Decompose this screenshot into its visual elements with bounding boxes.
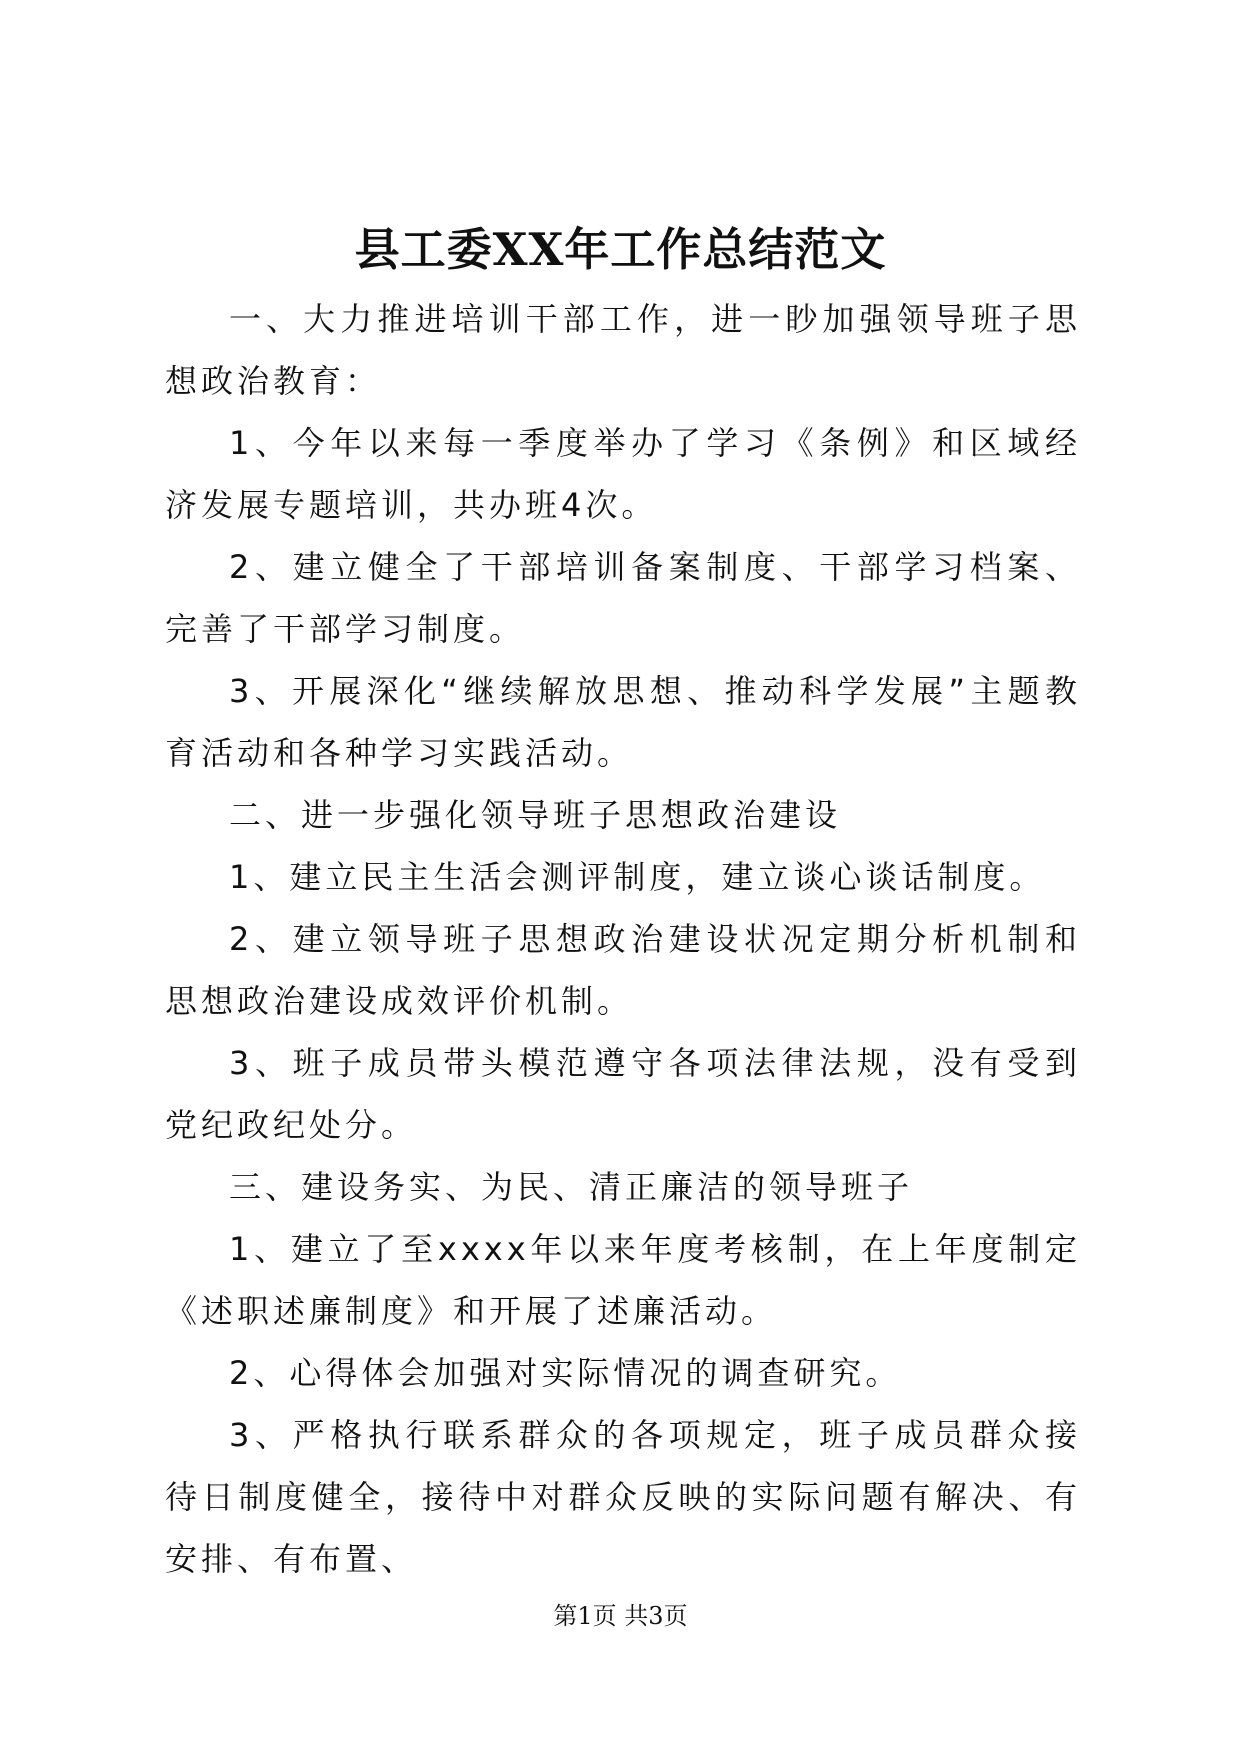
paragraph: 3、开展深化“继续解放思想、推动科学发展”主题教育活动和各种学习实践活动。 (165, 672, 1081, 772)
document-title: 县工委XX年工作总结范文 (354, 223, 887, 276)
paragraph: 3、严格执行联系群众的各项规定，班子成员群众接待日制度健全，接待中对群众反映的实际问题有解决、有安排、有布置、 (165, 1416, 1081, 1578)
paragraph: 2、建立领导班子思想政治建设状况定期分析机制和思想政治建设成效评价机制。 (165, 920, 1081, 1020)
paragraph: 三、建设务实、为民、清正廉洁的领导班子 (229, 1168, 914, 1206)
page-number-footer: 第1页 共3页 (553, 1602, 688, 1630)
paragraph: 2、心得体会加强对实际情况的调查研究。 (229, 1354, 902, 1392)
paragraph: 1、建立民主生活会测评制度，建立谈心谈话制度。 (229, 858, 1046, 896)
paragraph: 2、建立健全了干部培训备案制度、干部学习档案、完善了干部学习制度。 (165, 548, 1081, 648)
document-body (165, 288, 1081, 1590)
paragraph: 1、今年以来每一季度举办了学习《条例》和区域经济发展专题培训，共办班4次。 (165, 424, 1081, 524)
paragraph: 3、班子成员带头模范遵守各项法律法规，没有受到党纪政纪处分。 (165, 1044, 1081, 1144)
paragraph: 1、建立了至xxxx年以来年度考核制，在上年度制定《述职述廉制度》和开展了述廉活动。 (165, 1230, 1081, 1330)
paragraph: 二、进一步强化领导班子思想政治建设 (229, 796, 842, 834)
paragraph: 一、大力推进培训干部工作，进一眇加强领导班子思想政治教育： (165, 300, 1081, 400)
